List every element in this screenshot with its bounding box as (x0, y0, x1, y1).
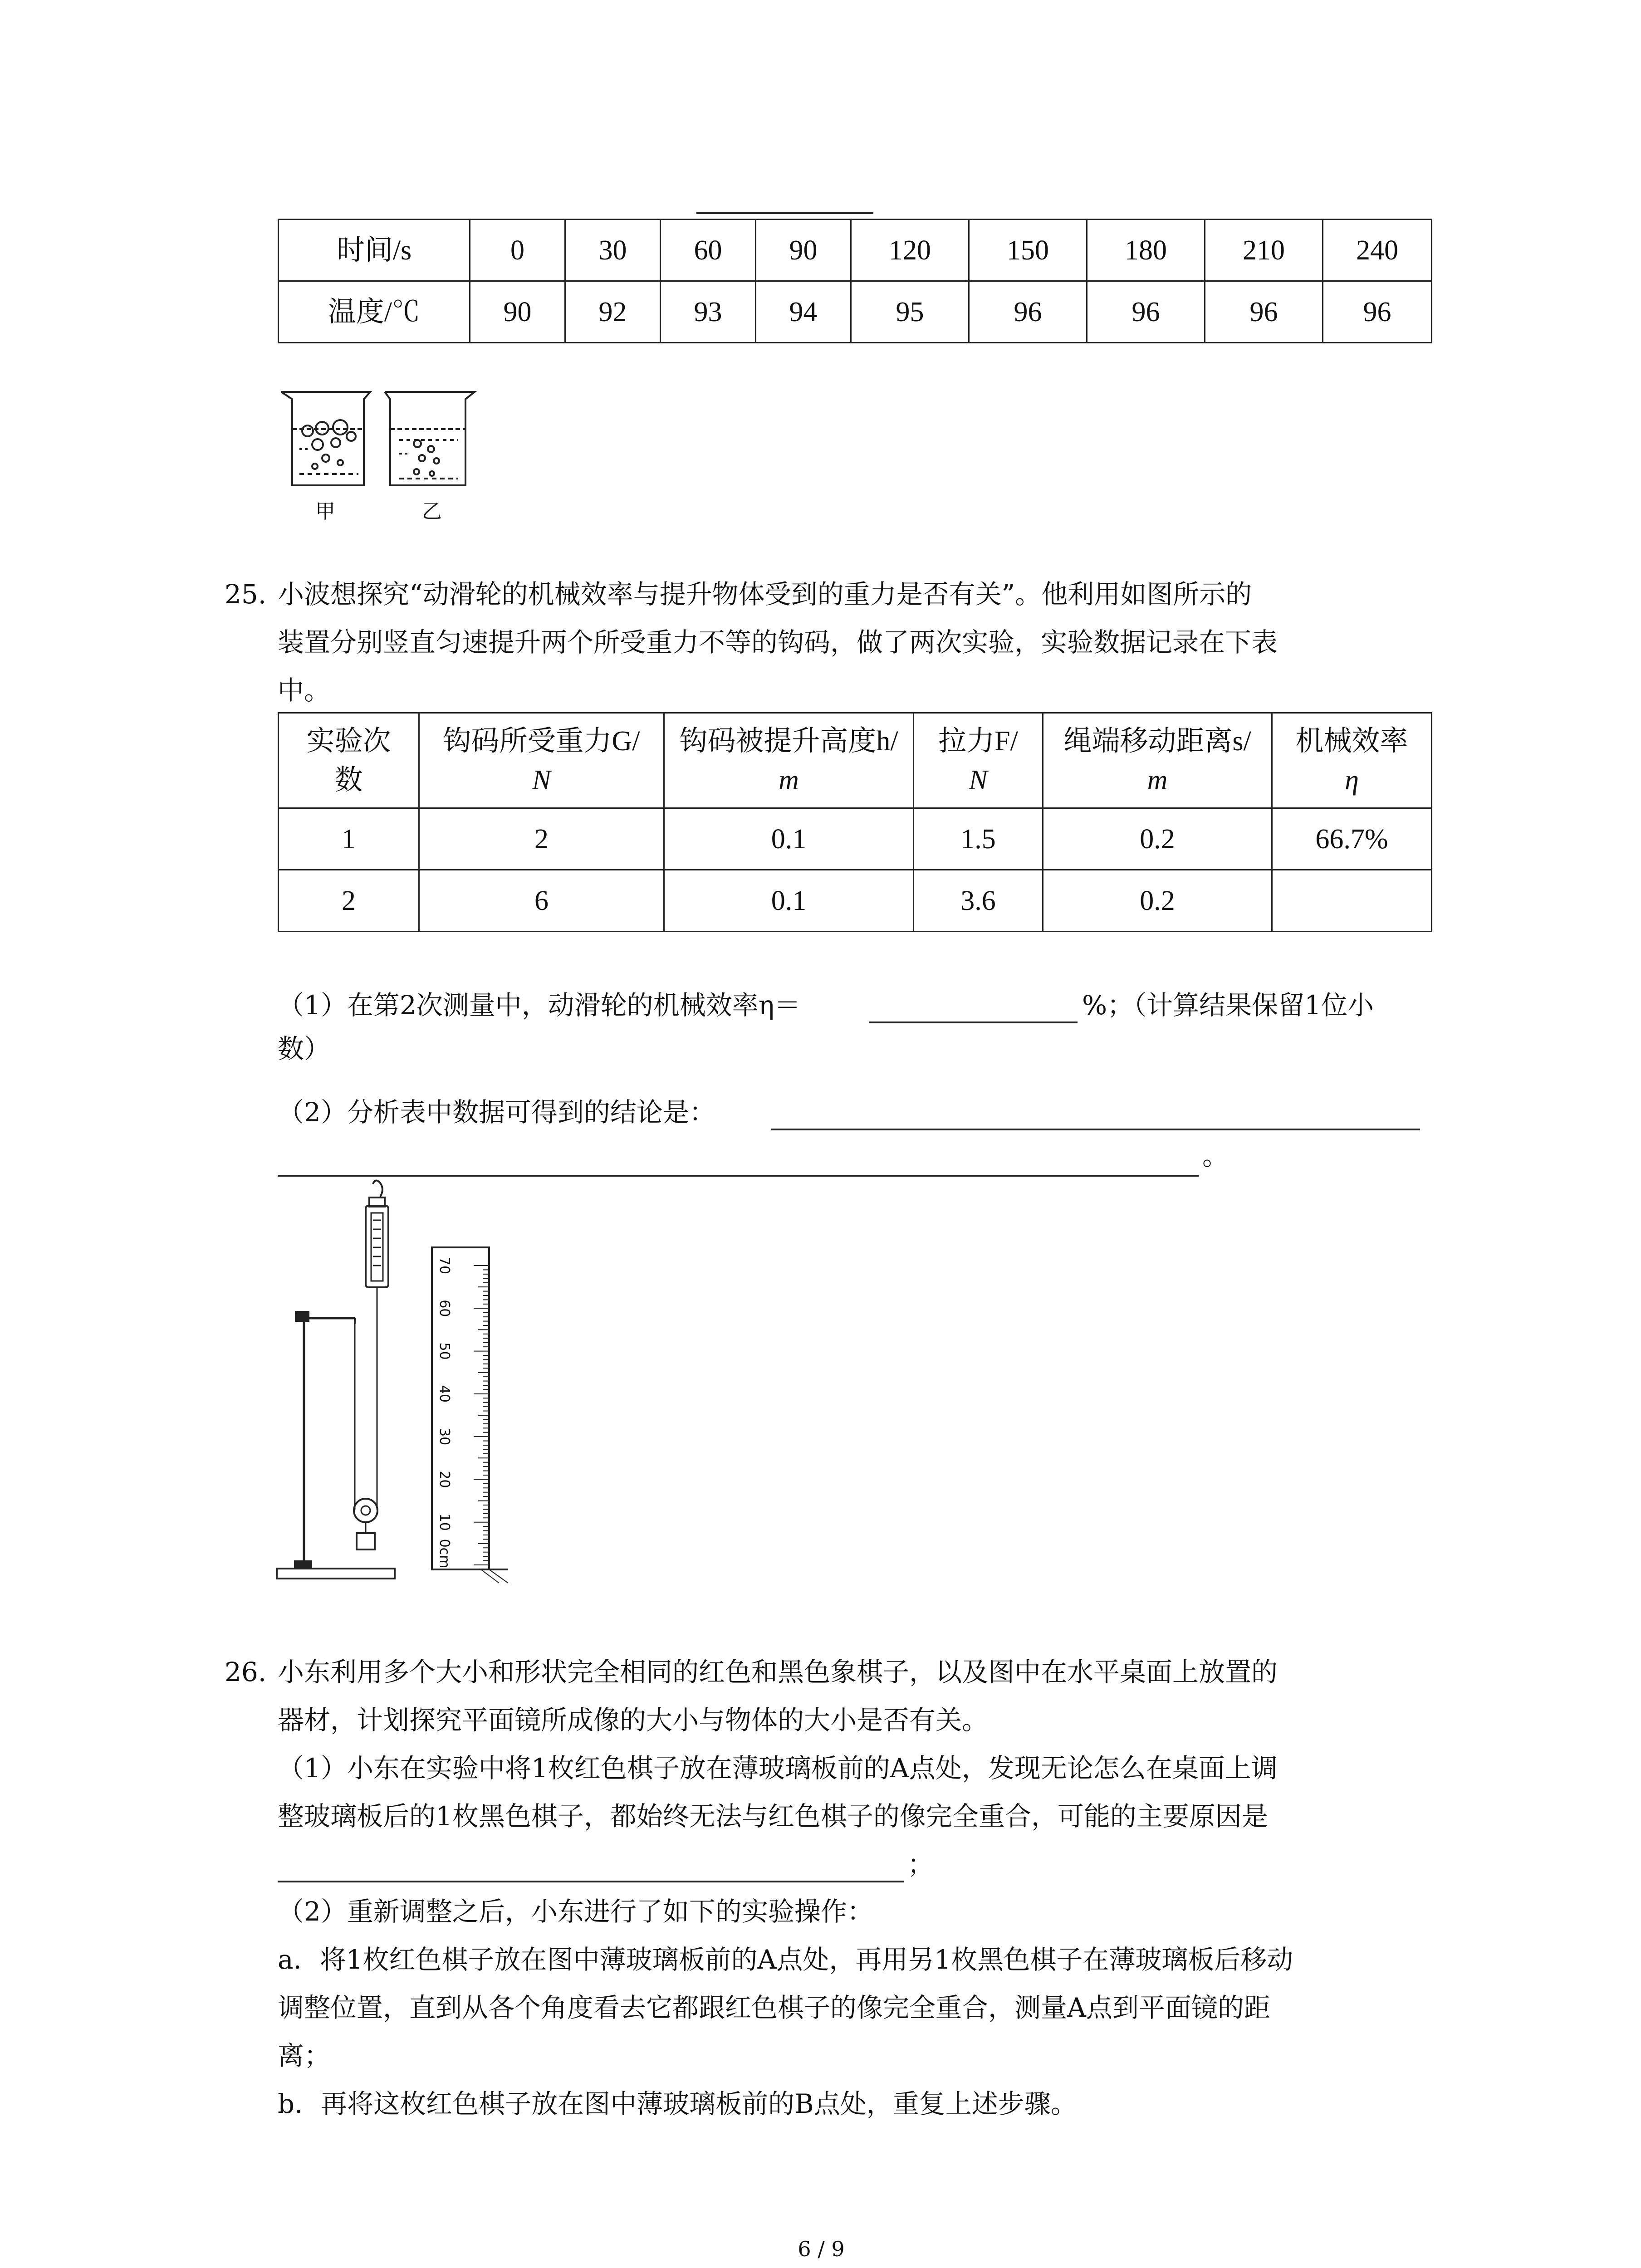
page-number: 6 / 9 (798, 2237, 845, 2261)
q26-step-a-line-3: 离； (278, 2040, 331, 2071)
table-cell: 66.7% (1272, 808, 1432, 870)
q26-sub1-line-1: （1）小东在实验中将1枚红色棋子放在薄玻璃板前的A点处，发现无论怎么在桌面上调 (278, 1753, 1278, 1784)
table-cell: 210 (1205, 220, 1323, 281)
table-cell: 2 (419, 808, 664, 870)
beakers-figure (272, 386, 490, 531)
q25-number: 25. (225, 579, 267, 610)
header-cell: 绳端移动距离s/ m (1043, 713, 1272, 808)
ruler-tick-label: 70 (436, 1256, 452, 1275)
table-cell: 180 (1087, 220, 1205, 281)
ruler-unit-label: 0cm (436, 1539, 452, 1569)
stand-base (277, 1569, 395, 1579)
ruler-tick-label: 20 (436, 1471, 452, 1488)
q25-line-1: 小波想探究“动滑轮的机械效率与提升物体受到的重力是否有关”。他利用如图所示的 (278, 579, 1252, 610)
table-cell: 温度/℃ (279, 281, 470, 343)
table-row (279, 281, 1432, 343)
q25-sub1-text-cont: 数） (278, 1033, 331, 1064)
beaker-jia (281, 392, 370, 485)
movable-pulley (354, 1499, 377, 1522)
q26-sub1-answer-blank[interactable] (278, 1881, 904, 1882)
table-cell: 30 (565, 220, 661, 281)
header-cell: 实验次 数 (279, 713, 419, 808)
table-cell: 96 (1205, 281, 1323, 343)
table-row (279, 870, 1432, 932)
q26-line-1: 小东利用多个大小和形状完全相同的红色和黑色象棋子，以及图中在水平桌面上放置的 (278, 1657, 1278, 1687)
table-cell: 96 (1323, 281, 1432, 343)
table-cell: 60 (661, 220, 756, 281)
q26-sub1-line-2: 整玻璃板后的1枚黑色棋子，都始终无法与红色棋子的像完全重合，可能的主要原因是 (278, 1801, 1268, 1832)
table-cell: 94 (756, 281, 851, 343)
q25-sub2-period: 。 (1202, 1140, 1229, 1171)
q25-line-2: 装置分别竖直匀速提升两个所受重力不等的钩码，做了两次实验，实验数据记录在下表 (278, 627, 1278, 658)
table-cell: 96 (969, 281, 1087, 343)
table-cell: 120 (851, 220, 969, 281)
table-cell: 90 (756, 220, 851, 281)
q25-sub1-text-end: %；（计算结果保留1位小 (1082, 990, 1374, 1021)
ruler (432, 1247, 508, 1583)
q26-step-b-line-1: b．再将这枚红色棋子放在图中薄玻璃板前的B点处，重复上述步骤。 (278, 2088, 1077, 2119)
header-cell: 拉力F/ N (914, 713, 1043, 808)
pulley-apparatus-figure (272, 1175, 526, 1592)
q26-number: 26. (225, 1657, 267, 1687)
table-cell: 0.1 (664, 808, 914, 870)
ruler-tick-label: 50 (436, 1342, 452, 1360)
table-row (279, 220, 1432, 281)
q26-line-2: 器材，计划探究平面镜所成像的大小与物体的大小是否有关。 (278, 1705, 989, 1735)
header-cell: 机械效率 η (1272, 713, 1432, 808)
q26-sub1-semicolon: ； (907, 1849, 934, 1880)
table-cell: 240 (1323, 220, 1432, 281)
ruler-tick-label: 10 (436, 1513, 452, 1531)
beaker-yi (385, 392, 475, 485)
hook-weight (357, 1533, 375, 1549)
q25-line-3: 中。 (278, 675, 331, 706)
q25-sub1-answer-blank[interactable] (869, 1022, 1078, 1023)
ruler-tick-label: 40 (436, 1385, 452, 1403)
temperature-table (278, 219, 1432, 343)
table-cell: 150 (969, 220, 1087, 281)
pulley-table (278, 712, 1432, 932)
table-cell: 0.2 (1043, 808, 1272, 870)
label-yi: 乙 (422, 500, 442, 523)
table-cell: 0.1 (664, 870, 914, 932)
table-cell (1272, 870, 1432, 932)
table-cell: 93 (661, 281, 756, 343)
q25-sub1-text: （1）在第2次测量中，动滑轮的机械效率η＝ (278, 990, 801, 1021)
table-cell: 3.6 (914, 870, 1043, 932)
label-jia: 甲 (315, 500, 335, 523)
header-cell: 钩码所受重力G/ N (419, 713, 664, 808)
spring-scale (366, 1206, 388, 1287)
table-cell: 95 (851, 281, 969, 343)
table-cell: 时间/s (279, 220, 470, 281)
ruler-tick-label: 30 (436, 1428, 452, 1446)
q25-sub2-text: （2）分析表中数据可得到的结论是： (278, 1097, 715, 1128)
q25-sub2-answer-blank-1[interactable] (771, 1129, 1420, 1130)
q26-sub2-text: （2）重新调整之后，小东进行了如下的实验操作： (278, 1896, 873, 1927)
ruler-tick-label: 60 (436, 1300, 452, 1317)
q26-step-a-line-2: 调整位置，直到从各个角度看去它都跟红色棋子的像完全重合，测量A点到平面镜的距 (278, 1992, 1270, 2023)
q26-step-a-line-1: a．将1枚红色棋子放在图中薄玻璃板前的A点处，再用另1枚黑色棋子在薄玻璃板后移动 (278, 1944, 1293, 1975)
header-cell: 钩码被提升高度h/ m (664, 713, 914, 808)
table-row (279, 808, 1432, 870)
table-cell: 2 (279, 870, 419, 932)
table-cell: 1.5 (914, 808, 1043, 870)
table-cell: 0 (470, 220, 565, 281)
table-cell: 92 (565, 281, 661, 343)
table-cell: 0.2 (1043, 870, 1272, 932)
table-cell: 1 (279, 808, 419, 870)
top-blank-line (696, 212, 873, 214)
table-cell: 6 (419, 870, 664, 932)
table-cell: 96 (1087, 281, 1205, 343)
table-cell: 90 (470, 281, 565, 343)
table-header-row (279, 713, 1432, 808)
